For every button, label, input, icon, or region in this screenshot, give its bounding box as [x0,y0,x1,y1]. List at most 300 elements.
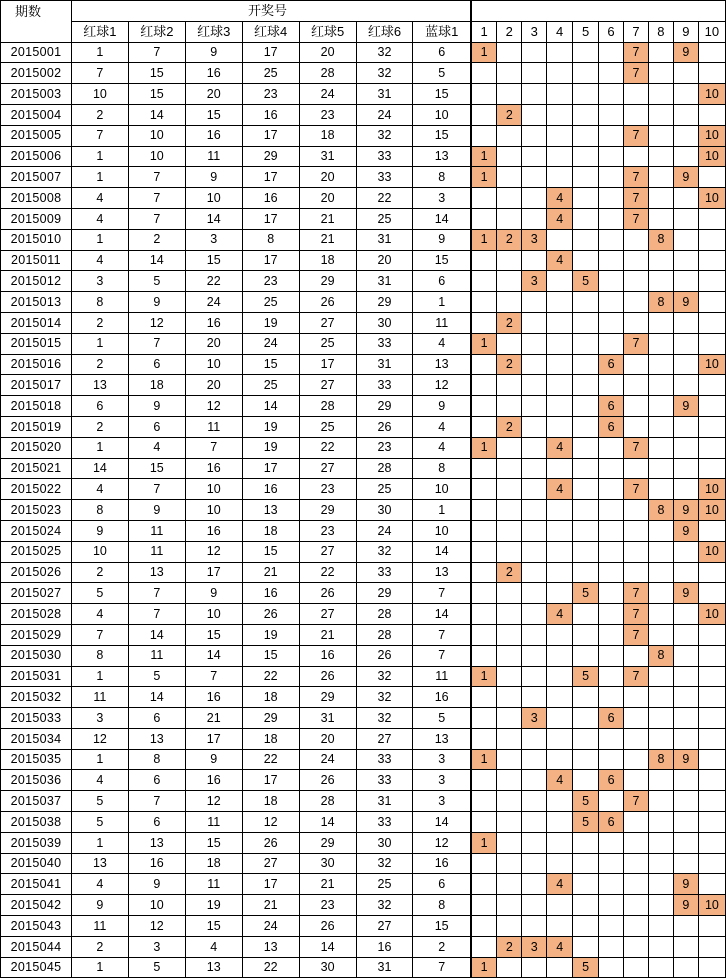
grid-cell [547,666,573,687]
grid-cell [471,708,497,729]
grid-cell [599,791,624,812]
ball-cell: 10 [185,479,242,500]
grid-cell [673,375,698,396]
ball-cell: 20 [185,375,242,396]
number-column-header: 9 [673,21,698,42]
grid-cell [648,42,673,63]
grid-cell [673,104,698,125]
grid-cell [698,271,725,292]
hit-cell: 2 [497,562,522,583]
grid-cell [648,63,673,84]
grid-cell [497,687,522,708]
grid-cell [698,916,725,937]
hit-cell: 7 [624,333,649,354]
ball-cell: 15 [185,104,242,125]
grid-cell [624,749,649,770]
grid-cell [673,666,698,687]
ball-cell: 32 [356,42,413,63]
ball-cell: 10 [413,104,471,125]
grid-cell [648,479,673,500]
grid-cell [624,936,649,957]
grid-cell [522,957,547,978]
grid-cell [624,396,649,417]
ball-cell: 18 [299,250,356,271]
ball-cell: 8 [71,645,128,666]
grid-cell [599,936,624,957]
ball-cell: 18 [299,125,356,146]
hit-cell: 7 [624,188,649,209]
hit-cell: 4 [547,250,573,271]
grid-cell [673,624,698,645]
hit-cell: 10 [698,84,725,105]
grid-cell [547,416,573,437]
table-row [1,416,726,437]
ball-cell: 24 [185,292,242,313]
grid-cell [599,125,624,146]
ball-cell: 25 [242,292,299,313]
grid-cell [497,63,522,84]
ball-cell: 17 [242,167,299,188]
ball-cell: 9 [413,229,471,250]
grid-cell [522,541,547,562]
draw-numbers-label: 开奖号 [247,3,287,19]
ball-cell: 25 [356,208,413,229]
ball-cell: 4 [71,188,128,209]
ball-column-header: 红球5 [299,21,356,42]
ball-cell: 10 [413,520,471,541]
grid-cell [573,936,599,957]
grid-cell [573,416,599,437]
ball-cell: 2 [71,936,128,957]
ball-cell: 31 [356,229,413,250]
grid-cell [673,708,698,729]
issue-cell: 2015044 [1,936,72,957]
issue-cell: 2015039 [1,832,72,853]
grid-cell [471,312,497,333]
hit-cell: 2 [497,229,522,250]
ball-cell: 14 [128,624,185,645]
grid-cell [547,42,573,63]
ball-cell: 25 [356,874,413,895]
ball-cell: 13 [413,146,471,167]
ball-cell: 15 [413,125,471,146]
issue-cell: 2015036 [1,770,72,791]
grid-cell [624,229,649,250]
grid-cell [624,84,649,105]
table-row [1,396,726,417]
grid-cell [624,292,649,313]
ball-cell: 16 [185,770,242,791]
hit-cell: 1 [471,333,497,354]
table-row [1,853,726,874]
ball-cell: 11 [413,312,471,333]
ball-cell: 29 [356,292,413,313]
grid-cell [573,624,599,645]
ball-cell: 6 [413,874,471,895]
table-row [1,125,726,146]
ball-cell: 8 [413,167,471,188]
grid-cell [471,874,497,895]
grid-cell [599,271,624,292]
grid-cell [648,624,673,645]
hit-cell: 4 [547,437,573,458]
ball-cell: 6 [128,354,185,375]
ball-cell: 10 [413,479,471,500]
ball-cell: 16 [242,479,299,500]
grid-cell [471,63,497,84]
grid-cell [624,500,649,521]
ball-cell: 9 [128,500,185,521]
issue-cell: 2015043 [1,916,72,937]
ball-cell: 15 [185,250,242,271]
number-column-header: 3 [522,21,547,42]
grid-cell [497,167,522,188]
issue-cell: 2015027 [1,583,72,604]
ball-cell: 29 [299,271,356,292]
ball-cell: 10 [128,895,185,916]
ball-cell: 33 [356,770,413,791]
grid-cell [648,271,673,292]
hit-cell: 8 [648,749,673,770]
ball-cell: 14 [299,936,356,957]
grid-cell [673,354,698,375]
grid-cell [599,624,624,645]
grid-cell [522,333,547,354]
ball-cell: 6 [413,42,471,63]
grid-cell [698,583,725,604]
ball-cell: 11 [185,416,242,437]
table-row [1,728,726,749]
ball-cell: 28 [356,624,413,645]
ball-cell: 21 [242,562,299,583]
ball-cell: 13 [128,728,185,749]
table-row [1,520,726,541]
grid-cell [547,375,573,396]
grid-cell [573,458,599,479]
grid-cell [471,687,497,708]
ball-cell: 33 [356,146,413,167]
grid-cell [547,624,573,645]
ball-cell: 3 [71,708,128,729]
table-row [1,271,726,292]
issue-cell: 2015021 [1,458,72,479]
grid-cell [599,562,624,583]
grid-cell [547,916,573,937]
ball-cell: 4 [71,479,128,500]
grid-cell [547,146,573,167]
grid-cell [497,624,522,645]
ball-cell: 4 [71,208,128,229]
hit-cell: 7 [624,624,649,645]
number-column-header: 2 [497,21,522,42]
grid-cell [522,375,547,396]
issue-header-blank [1,21,72,42]
ball-cell: 16 [185,63,242,84]
grid-cell [624,708,649,729]
grid-cell [471,916,497,937]
ball-cell: 15 [413,84,471,105]
ball-cell: 16 [185,312,242,333]
grid-cell [522,42,547,63]
ball-cell: 17 [242,42,299,63]
grid-cell [599,916,624,937]
hit-cell: 7 [624,479,649,500]
ball-cell: 10 [185,188,242,209]
ball-cell: 5 [71,583,128,604]
grid-cell [522,916,547,937]
ball-cell: 6 [128,812,185,833]
grid-cell [573,312,599,333]
ball-cell: 2 [71,104,128,125]
ball-cell: 2 [413,936,471,957]
hit-cell: 9 [673,292,698,313]
ball-cell: 9 [71,520,128,541]
grid-cell [624,375,649,396]
ball-cell: 18 [128,375,185,396]
ball-cell: 16 [185,520,242,541]
issue-cell: 2015011 [1,250,72,271]
grid-cell [673,916,698,937]
issue-cell: 2015038 [1,812,72,833]
ball-cell: 3 [71,271,128,292]
ball-cell: 7 [128,791,185,812]
grid-cell [648,916,673,937]
grid-cell [648,957,673,978]
ball-cell: 27 [356,728,413,749]
ball-cell: 28 [299,791,356,812]
grid-cell [471,84,497,105]
number-column-header: 10 [698,21,725,42]
grid-cell [471,375,497,396]
grid-cell [599,333,624,354]
ball-cell: 29 [242,708,299,729]
table-row [1,832,726,853]
number-column-header: 5 [573,21,599,42]
number-column-header: 7 [624,21,649,42]
grid-cell [673,229,698,250]
ball-cell: 1 [71,666,128,687]
table-row [1,333,726,354]
ball-cell: 15 [185,624,242,645]
grid-cell [648,188,673,209]
table-row [1,874,726,895]
ball-cell: 9 [185,749,242,770]
hit-cell: 7 [624,167,649,188]
grid-cell [497,479,522,500]
ball-cell: 21 [242,895,299,916]
hit-cell: 9 [673,749,698,770]
hit-cell: 9 [673,396,698,417]
grid-cell [698,666,725,687]
grid-cell [547,271,573,292]
grid-cell [522,770,547,791]
ball-cell: 1 [71,167,128,188]
grid-cell [673,479,698,500]
grid-cell [573,292,599,313]
grid-cell [497,770,522,791]
ball-cell: 25 [356,479,413,500]
grid-cell [497,645,522,666]
ball-cell: 11 [128,541,185,562]
ball-cell: 27 [356,916,413,937]
table-row [1,541,726,562]
ball-cell: 4 [71,604,128,625]
grid-cell [599,832,624,853]
hit-cell: 2 [497,354,522,375]
grid-cell [497,250,522,271]
ball-cell: 12 [413,375,471,396]
grid-cell [547,541,573,562]
grid-cell [624,853,649,874]
ball-cell: 1 [71,437,128,458]
table-row [1,749,726,770]
grid-cell [673,188,698,209]
grid-cell [624,520,649,541]
hit-cell: 8 [648,500,673,521]
grid-cell [522,437,547,458]
issue-cell: 2015045 [1,957,72,978]
grid-cell [522,562,547,583]
hit-cell: 7 [624,125,649,146]
issue-cell: 2015032 [1,687,72,708]
grid-cell [547,583,573,604]
grid-cell [673,208,698,229]
table-row [1,250,726,271]
ball-cell: 8 [413,895,471,916]
table-row [1,479,726,500]
table-row [1,354,726,375]
hit-cell: 10 [698,479,725,500]
number-column-header: 6 [599,21,624,42]
issue-cell: 2015029 [1,624,72,645]
ball-cell: 16 [185,687,242,708]
ball-cell: 29 [299,687,356,708]
grid-cell [573,437,599,458]
grid-cell [497,271,522,292]
ball-cell: 6 [128,416,185,437]
ball-cell: 12 [128,916,185,937]
grid-cell [624,770,649,791]
ball-cell: 1 [413,292,471,313]
grid-cell [698,853,725,874]
grid-cell [471,292,497,313]
hit-cell: 1 [471,666,497,687]
ball-cell: 23 [242,84,299,105]
grid-cell [547,167,573,188]
ball-cell: 1 [413,500,471,521]
grid-cell [471,208,497,229]
ball-cell: 28 [356,604,413,625]
issue-cell: 2015015 [1,333,72,354]
header-row-sub [1,21,726,42]
issue-cell: 2015034 [1,728,72,749]
ball-cell: 23 [299,895,356,916]
grid-cell [648,312,673,333]
grid-cell [547,500,573,521]
ball-cell: 22 [299,562,356,583]
grid-cell [599,853,624,874]
grid-cell [698,229,725,250]
ball-cell: 31 [356,84,413,105]
hit-cell: 6 [599,812,624,833]
grid-cell [471,728,497,749]
hit-cell: 10 [698,125,725,146]
grid-cell [547,292,573,313]
grid-cell [648,167,673,188]
table-row [1,895,726,916]
ball-cell: 15 [185,832,242,853]
hit-cell: 2 [497,104,522,125]
ball-column-header: 红球4 [242,21,299,42]
hit-cell: 10 [698,895,725,916]
ball-cell: 27 [242,853,299,874]
hit-cell: 7 [624,437,649,458]
ball-cell: 24 [299,84,356,105]
issue-cell: 2015041 [1,874,72,895]
hit-cell: 4 [547,479,573,500]
grid-cell [599,520,624,541]
ball-cell: 16 [242,104,299,125]
grid-cell [522,167,547,188]
grid-cell [648,250,673,271]
ball-cell: 12 [128,312,185,333]
grid-cell [673,770,698,791]
grid-cell [522,728,547,749]
grid-cell [648,416,673,437]
ball-cell: 7 [71,125,128,146]
hit-cell: 1 [471,146,497,167]
grid-cell [573,479,599,500]
grid-cell [624,895,649,916]
ball-cell: 5 [128,666,185,687]
ball-cell: 27 [299,458,356,479]
hit-cell: 1 [471,167,497,188]
issue-cell: 2015025 [1,541,72,562]
grid-cell [698,104,725,125]
grid-cell [648,708,673,729]
table-row [1,916,726,937]
grid-cell [522,396,547,417]
grid-cell [673,458,698,479]
grid-cell [522,416,547,437]
hit-cell: 1 [471,42,497,63]
ball-cell: 9 [128,292,185,313]
grid-cell [497,728,522,749]
table-row [1,957,726,978]
ball-cell: 6 [128,708,185,729]
grid-cell [573,832,599,853]
ball-cell: 12 [71,728,128,749]
table-row [1,791,726,812]
grid-cell [471,458,497,479]
ball-cell: 2 [71,416,128,437]
hit-cell: 4 [547,208,573,229]
ball-cell: 9 [185,583,242,604]
hit-cell: 7 [624,583,649,604]
hit-cell: 8 [648,292,673,313]
grid-cell [497,957,522,978]
issue-cell: 2015008 [1,188,72,209]
ball-cell: 13 [413,354,471,375]
ball-cell: 9 [128,396,185,417]
ball-cell: 21 [299,208,356,229]
grid-cell [648,354,673,375]
ball-cell: 13 [185,957,242,978]
hit-cell: 5 [573,583,599,604]
grid-cell [522,250,547,271]
grid-cell [698,520,725,541]
grid-cell [624,916,649,937]
